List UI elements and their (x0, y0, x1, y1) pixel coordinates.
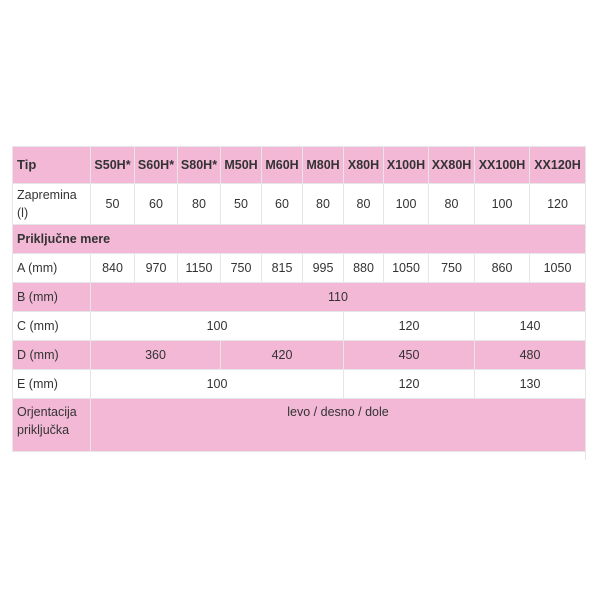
volume-cell: 100 (384, 184, 429, 225)
d-label: D (mm) (13, 341, 91, 370)
a-cell: 970 (135, 254, 178, 283)
a-label: A (mm) (13, 254, 91, 283)
volume-cell: 80 (429, 184, 475, 225)
model-header: X80H (344, 147, 384, 184)
volume-cell: 60 (262, 184, 303, 225)
volume-cell: 50 (91, 184, 135, 225)
c-cell: 140 (475, 312, 586, 341)
model-header: S80H* (178, 147, 221, 184)
model-header: M50H (221, 147, 262, 184)
header-label: Tip (13, 147, 91, 184)
a-cell: 1050 (530, 254, 586, 283)
d-row (13, 341, 586, 370)
model-header: M80H (303, 147, 344, 184)
c-label: C (mm) (13, 312, 91, 341)
d-cell: 420 (221, 341, 344, 370)
spec-table-container (12, 146, 586, 460)
a-cell: 860 (475, 254, 530, 283)
orientation-label (13, 399, 91, 452)
e-row (13, 370, 586, 399)
a-cell: 1150 (178, 254, 221, 283)
model-header: XX80H (429, 147, 475, 184)
table-bottom-spacer (12, 452, 585, 460)
volume-cell: 100 (475, 184, 530, 225)
c-cell: 120 (344, 312, 475, 341)
volume-cell: 80 (344, 184, 384, 225)
volume-cell: 50 (221, 184, 262, 225)
spec-table (12, 146, 586, 452)
volume-cell: 120 (530, 184, 586, 225)
section-row (13, 225, 586, 254)
header-row (13, 147, 586, 184)
a-cell: 840 (91, 254, 135, 283)
volume-label (13, 184, 91, 225)
e-cell: 100 (91, 370, 344, 399)
orientation-label-line1: Orjentacija (17, 405, 77, 419)
volume-cell: 80 (303, 184, 344, 225)
a-row (13, 254, 586, 283)
volume-cell: 80 (178, 184, 221, 225)
orientation-label-line2: priključka (17, 423, 70, 437)
a-cell: 750 (221, 254, 262, 283)
d-cell: 480 (475, 341, 586, 370)
b-label: B (mm) (13, 283, 91, 312)
a-cell: 1050 (384, 254, 429, 283)
b-row (13, 283, 586, 312)
e-cell: 120 (344, 370, 475, 399)
model-header: S60H* (135, 147, 178, 184)
section-title: Priključne mere (13, 225, 586, 254)
model-header: S50H* (91, 147, 135, 184)
d-cell: 360 (91, 341, 221, 370)
e-label: E (mm) (13, 370, 91, 399)
volume-row (13, 184, 586, 225)
a-cell: 995 (303, 254, 344, 283)
a-cell: 815 (262, 254, 303, 283)
d-cell: 450 (344, 341, 475, 370)
a-cell: 750 (429, 254, 475, 283)
orientation-row (13, 399, 586, 452)
orientation-cell: levo / desno / dole (91, 399, 586, 452)
c-cell: 100 (91, 312, 344, 341)
model-header: X100H (384, 147, 429, 184)
volume-label-line2: (l) (17, 206, 29, 220)
e-cell: 130 (475, 370, 586, 399)
model-header: XX100H (475, 147, 530, 184)
model-header: XX120H (530, 147, 586, 184)
a-cell: 880 (344, 254, 384, 283)
volume-label-line1: Zapremina (17, 188, 77, 202)
volume-cell: 60 (135, 184, 178, 225)
model-header: M60H (262, 147, 303, 184)
b-cell: 110 (91, 283, 586, 312)
c-row (13, 312, 586, 341)
